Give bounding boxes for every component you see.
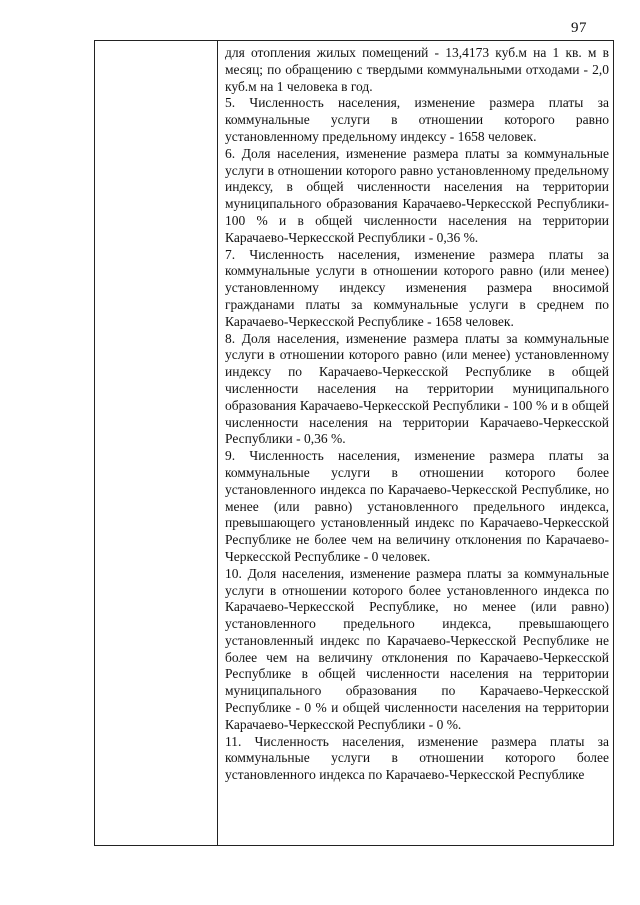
paragraph-item-10: 10. Доля населения, изменение размера платы за коммунальные услуги в отношении которого более установленного индекса по Карачаево-Черкесской Республике, но менее (или равно) установленного предельного индекса, превышающего установленный индекс по Карачаево-Черкесской Республике не более чем на величину отклонения по Карачаево-Черкесской Республике в общей численности населения на территории муниципального образования по Карачаево-Черкесской Республике - 0 % и общей численности населения на территории Карачаево-Черкесской Республики - 0 %. xyxy=(225,565,609,732)
paragraph-item-9: 9. Численность населения, изменение размера платы за коммунальные услуги в отношении которого более установленного индекса по Карачаево-Черкесской Республике, но менее (или равно) установленного предельного индекса, превышающего установленный индекс по Карачаево-Черкесской Республике не более чем на величину отклонения по Карачаево-Черкесской Республике - 0 человек. xyxy=(225,448,609,564)
paragraph-item-6: 6. Доля населения, изменение размера платы за коммунальные услуги в отношении которого равно установленному предельному индексу, в общей численности населения на территории муниципального образования Карачаево-Черкесской Республики- 100 % и в общей численности населения на территории Карачаево-Черкесской Республики - 0,36 %. xyxy=(225,145,609,245)
paragraph-item-8: 8. Доля населения, изменение размера платы за коммунальные услуги в отношении которого равно (или менее) установленному индексу по Карачаево-Черкесской Республике в общей численности населения на территории муниципального образования Карачаево-Черкесской Республики - 100 % и в общей численности населения на территории Карачаево-Черкесской Республики - 0,36 %. xyxy=(225,330,609,447)
paragraph-item-11: 11. Численность населения, изменение размера платы за коммунальные услуги в отношении которого более установленного индекса по Карачаево-Черкесской Республике xyxy=(225,733,609,783)
document-table xyxy=(94,40,614,846)
paragraph-continuation: для отопления жилых помещений - 13,4173 куб.м на 1 кв. м в месяц; по обращению с твердыми коммунальными отходами - 2,0 куб.м на 1 человека в год. xyxy=(225,45,609,94)
paragraph-item-7: 7. Численность населения, изменение размера платы за коммунальные услуги в отношении которого равно (или менее) установленному индексу изменения размера вносимой гражданами платы за коммунальные услуги в среднем по Карачаево-Черкесской Республике - 1658 человек. xyxy=(225,246,609,329)
table-right-column xyxy=(225,45,609,784)
paragraph-item-5: 5. Численность населения, изменение размера платы за коммунальные услуги в отношении которого равно установленному предельному индексу - 1658 человек. xyxy=(225,95,609,144)
page-number: 97 xyxy=(571,20,587,36)
table-left-column xyxy=(95,41,218,845)
